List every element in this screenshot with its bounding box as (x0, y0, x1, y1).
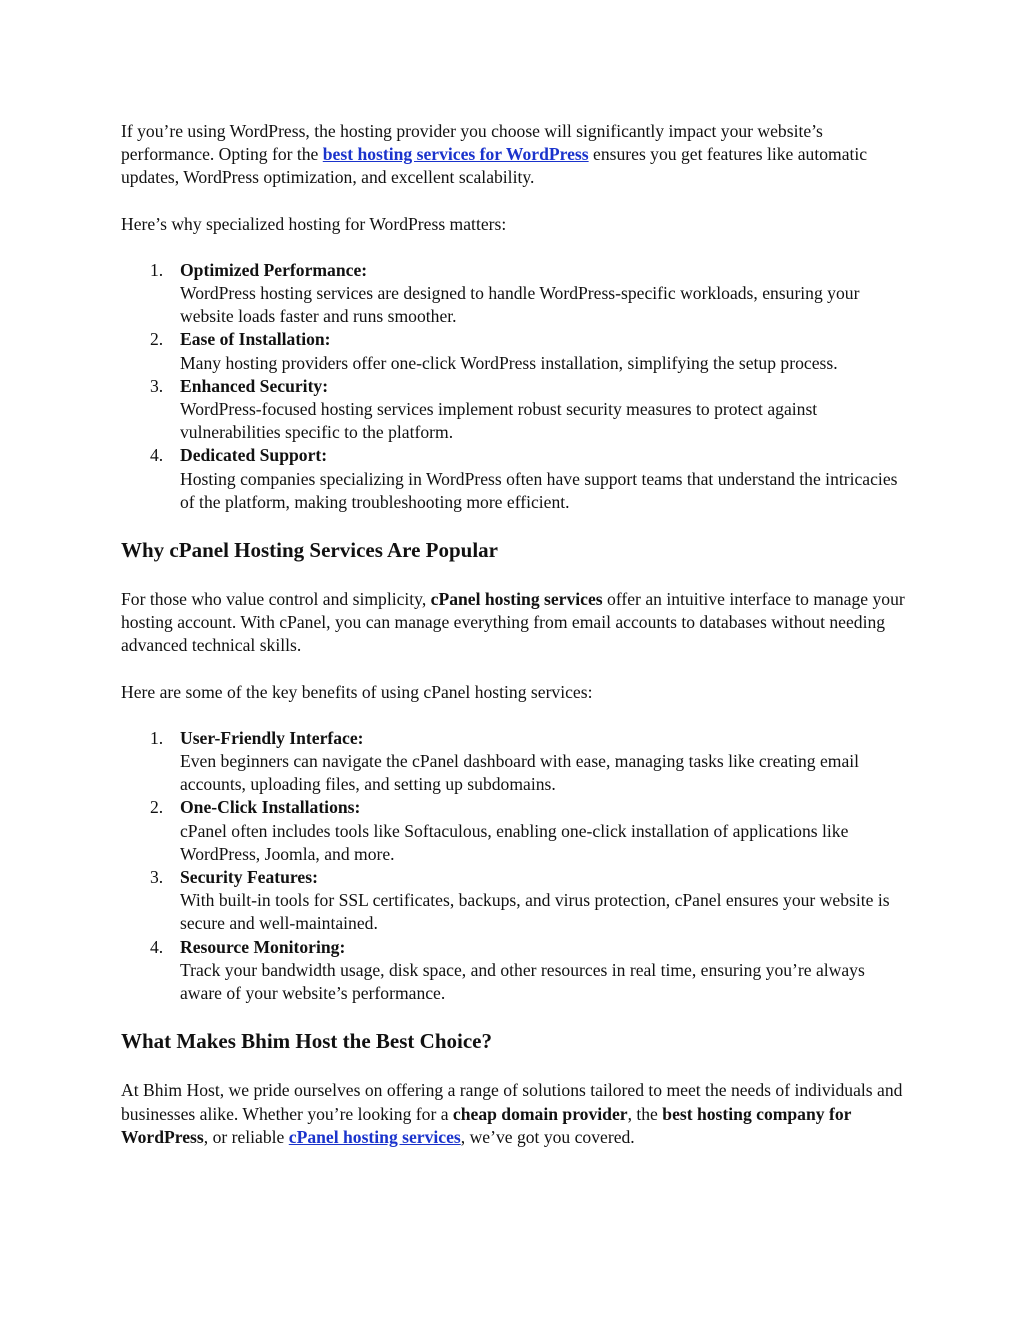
list-item-description: cPanel often includes tools like Softaculous, enabling one-click installation of applications like WordPress, Joomla, and more. (180, 820, 849, 864)
list-item (121, 727, 907, 797)
list-number: 3. (150, 375, 164, 396)
cpanel-text-after: offer an intuitive interface to manage your hosting account. With cPanel, you can manage everything from email accounts to databases without needing advanced technical skills. (121, 589, 905, 656)
list-number: 4. (150, 936, 164, 957)
list-item-description: Track your bandwidth usage, disk space, and other resources in real time, ensuring you’re always aware of your website’s performance. (180, 959, 865, 1004)
list-item-title: One-Click Installations: (180, 797, 361, 818)
list-item-title: Dedicated Support: (180, 445, 328, 466)
list-item-title: Optimized Performance: (180, 259, 368, 280)
intro-text-after: ensures you get features like automatic updates, WordPress optimization, and excellent scalability. (121, 144, 868, 188)
cheap-domain-term: cheap domain provider (452, 1103, 628, 1124)
bhim-host-paragraph (121, 1079, 907, 1149)
wordpress-benefits-list (121, 259, 907, 514)
intro-text-before: If you’re using WordPress, the hosting provider you choose will significantly impact your website’s performance. Opting for the (121, 121, 823, 165)
bhim-text-1: At Bhim Host, we pride ourselves on offering a range of solutions tailored to meet the needs of individuals and businesses alike. Whether you’re looking for a (121, 1080, 903, 1124)
list-number: 2. (150, 797, 164, 818)
list-item (121, 444, 907, 514)
list-item-title: Security Features: (180, 867, 318, 888)
cpanel-paragraph (121, 588, 907, 658)
intro-paragraph (121, 120, 907, 190)
list-item-title: Resource Monitoring: (180, 936, 346, 957)
list-item-description: With built-in tools for SSL certificates, backups, and virus protection, cPanel ensures your website is secure and well-maintained. (180, 890, 890, 934)
cpanel-heading: Why cPanel Hosting Services Are Popular (121, 538, 499, 563)
list-number: 4. (150, 445, 164, 466)
cpanel-benefits-list (121, 727, 907, 1005)
list-item-description: Many hosting providers offer one-click WordPress installation, simplifying the setup process. (180, 352, 838, 373)
list-item-title: User-Friendly Interface: (180, 727, 364, 748)
best-wordpress-company-term: best hosting company for WordPress (121, 1103, 852, 1147)
wordpress-hosting-link[interactable]: best hosting services for WordPress (322, 144, 589, 165)
list-number: 3. (150, 867, 164, 888)
list-item-description: Hosting companies specializing in WordPress often have support teams that understand the intricacies of the platform, making troubleshooting more efficient. (180, 468, 898, 512)
cpanel-hosting-link[interactable]: cPanel hosting services (288, 1126, 461, 1147)
list-number: 2. (150, 329, 164, 350)
cpanel-text-before: For those who value control and simplicity, (121, 589, 431, 610)
cpanel-bold-term: cPanel hosting services (430, 589, 603, 610)
bhim-host-heading: What Makes Bhim Host the Best Choice? (121, 1029, 492, 1054)
list-item (121, 796, 907, 866)
list-item-description: Even beginners can navigate the cPanel dashboard with ease, managing tasks like creating email accounts, uploading files, and setting up subdomains. (180, 751, 860, 795)
list-item (121, 259, 907, 329)
bhim-text-3: , or reliable (203, 1126, 289, 1147)
list-item (121, 936, 907, 1006)
bhim-text-4: , we’ve got you covered. (460, 1126, 635, 1147)
list-item (121, 328, 907, 374)
wordpress-lead: Here’s why specialized hosting for WordPress matters: (121, 213, 507, 234)
list-item-title: Ease of Installation: (180, 329, 331, 350)
list-item-description: WordPress hosting services are designed to handle WordPress-specific workloads, ensuring your website loads faster and runs smoother. (180, 283, 860, 327)
list-item-description: WordPress-focused hosting services implement robust security measures to protect against vulnerabilities specific to the platform. (180, 399, 818, 443)
list-number: 1. (150, 259, 164, 280)
cpanel-lead: Here are some of the key benefits of using cPanel hosting services: (121, 681, 593, 702)
bhim-text-2: , the (627, 1103, 663, 1124)
list-number: 1. (150, 727, 164, 748)
document-page (121, 120, 907, 1172)
list-item-title: Enhanced Security: (180, 375, 329, 396)
list-item (121, 375, 907, 445)
list-item (121, 866, 907, 936)
